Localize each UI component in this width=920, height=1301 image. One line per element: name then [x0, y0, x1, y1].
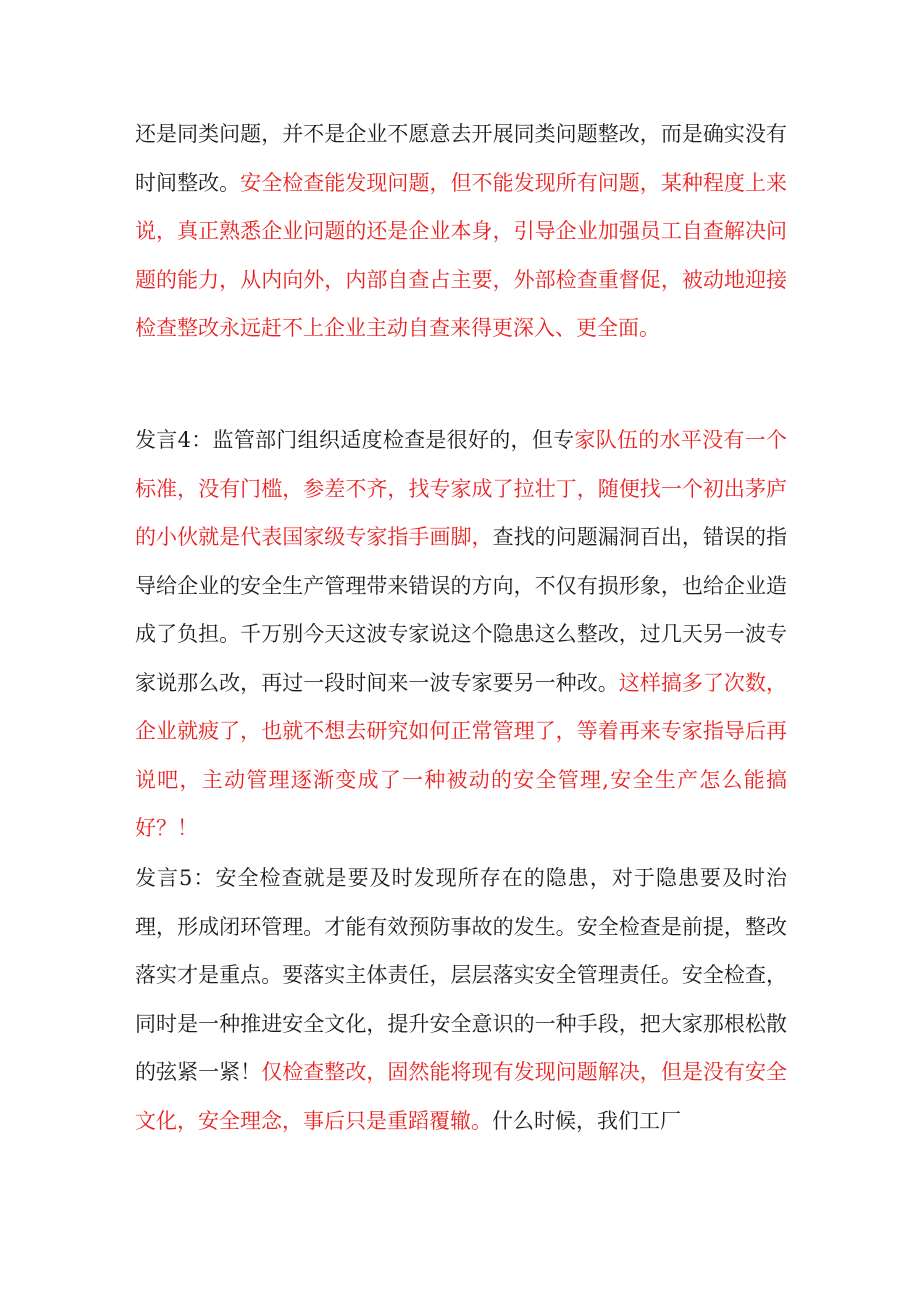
highlighted-text-segment: 这样搞多了次数，企业就疲了，也就不想去研究如何正常管理了，等着再来专家指导后再说吧，主动管理逐渐变成了一种被动的安全管理,安全生产怎么能搞好？！ — [135, 670, 787, 840]
text-segment: 还是同类问题，并不是企业不愿意去开展同类问题整改，而是确实没有时间整改。 — [135, 122, 787, 195]
highlighted-text-segment: 安全检查能发现问题，但不能发现所有问题，某种程度上来说，真正熟悉企业问题的还是企业本身，引导企业加强员工自查解决问题的能力，从内向外，内部自查占主要，外部检查重督促，被动地迎接检查整改永远赶不上企业主动自查来得更深入、更全面。 — [135, 170, 788, 340]
paragraph-speech-4 — [135, 416, 787, 853]
text-segment: 查找的问题漏洞百出，错误的指导给企业的安全生产管理带来错误的方向，不仅有损形象，也给企业造成了负担。千万别今天这波专家说这个隐患这么整改，过几天另一波专家说那么改，再过一段时间来一波专家要另一种改。 — [135, 525, 788, 695]
paragraph-speech-5 — [135, 854, 787, 1145]
highlighted-text-segment: 仅检查整改，固然能将现有发现问题解决，但是没有安全文化，安全理念，事后只是重蹈覆辙。 — [135, 1060, 788, 1133]
paragraph-rectification-time — [135, 110, 787, 353]
text-segment: 发言5：安全检查就是要及时发现所存在的隐患，对于隐患要及时治理，形成闭环管理。才能有效预防事故的发生。安全检查是前提，整改落实才是重点。要落实主体责任，层层落实安全管理责任。安全检查，同时是一种推进安全文化，提升安全意识的一种手段，把大家那根松散的弦紧一紧！ — [135, 866, 787, 1084]
text-segment: 发言4：监管部门组织适度检查是很好的，但专 — [135, 428, 575, 452]
text-segment: 什么时候，我们工厂 — [492, 1108, 681, 1133]
highlighted-text-segment: 家队伍的水平没有一个标准，没有门槛，参差不齐，找专家成了拉壮丁，随便找一个初出茅庐的小伙就是代表国家级专家指手画脚， — [135, 428, 788, 549]
